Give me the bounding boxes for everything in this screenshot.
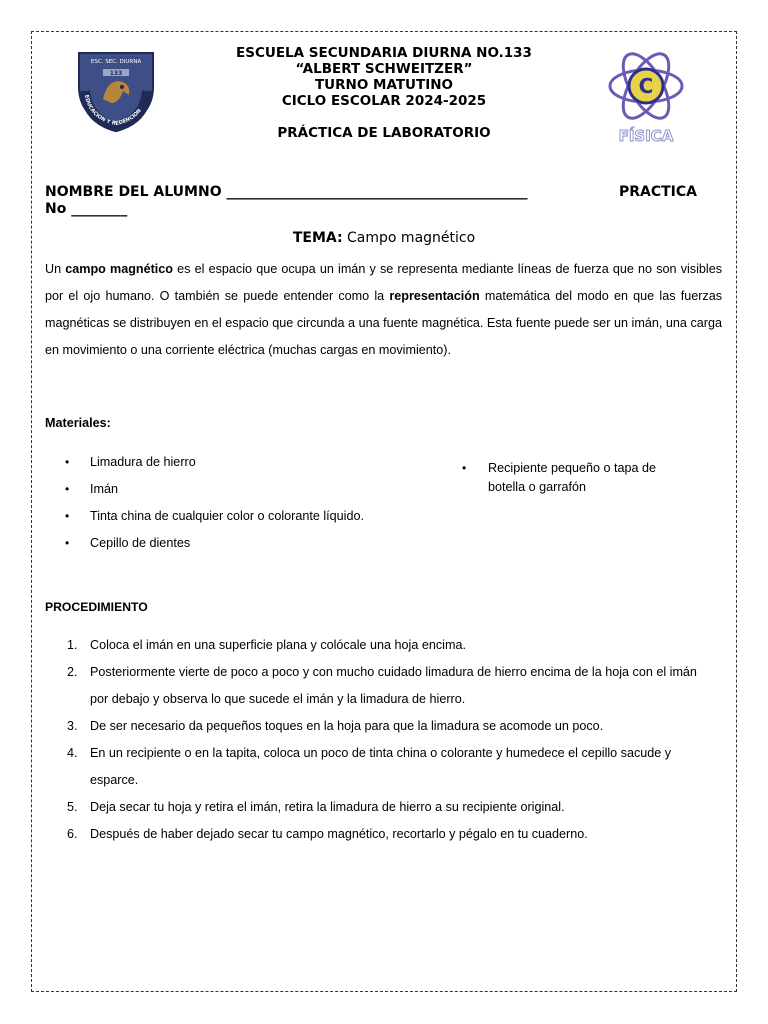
name-blank: ___________________________________________ [226, 184, 528, 200]
step-number: 5. [67, 800, 78, 814]
list-item [45, 740, 715, 794]
list-item [45, 659, 715, 713]
name-label: NOMBRE DEL ALUMNO [45, 184, 222, 200]
procedure-list [45, 632, 715, 848]
physics-logo-letter: C [638, 74, 654, 98]
material-label: Imán [90, 482, 118, 496]
crest-number: 133 [109, 70, 123, 77]
school-name: “ALBERT SCHWEITZER” [295, 61, 473, 77]
number-blank: ________ [71, 201, 128, 217]
list-item [45, 449, 364, 476]
bullet: • [65, 509, 70, 523]
shift: TURNO MATUTINO [314, 77, 454, 93]
step-number: 4. [67, 746, 78, 760]
physics-logo-word: FÍSICA [618, 127, 674, 145]
step-number: 1. [67, 638, 78, 652]
list-item [45, 530, 364, 557]
bullet: • [65, 536, 70, 550]
step-text: Después de haber dejado secar tu campo magnético, recortarlo y pégalo en tu cuaderno. [90, 827, 588, 841]
intro-text: Un [45, 262, 66, 276]
practice-label: PRACTICA [618, 184, 697, 200]
school-line: ESCUELA SECUNDARIA DIURNA NO.133 [236, 45, 532, 61]
school-crest-logo [73, 47, 159, 133]
student-name-line [45, 184, 705, 218]
bullet: • [65, 455, 70, 469]
physics-logo [603, 44, 689, 146]
school-cycle: CICLO ESCOLAR 2024-2025 [281, 93, 487, 109]
materials-list [45, 449, 364, 557]
material-label: Tinta china de cualquier color o colorante líquido. [90, 509, 364, 523]
document-header [200, 45, 568, 141]
list-item [45, 503, 364, 530]
number-label: No [45, 201, 67, 217]
list-item [45, 632, 715, 659]
step-number: 2. [67, 665, 78, 679]
procedure-heading: PROCEDIMIENTO [45, 600, 148, 614]
intro-bold-term: campo magnético [65, 262, 174, 276]
step-number: 6. [67, 827, 78, 841]
list-item [45, 713, 715, 740]
list-item [45, 821, 715, 848]
intro-text: matemática del modo en que las fuerzas magnéticas se distribuyen en el espacio que circunda a una fuente magnética. Esta fuente puede ser un imán, una carga en movimiento o una corriente eléctrica (muchas cargas en movimiento). [45, 289, 723, 357]
crest-top-text: ESC. SEC. DIURNA [90, 59, 142, 65]
bullet: • [462, 461, 467, 475]
intro-paragraph [45, 256, 722, 364]
topic-value: Campo magnético [347, 230, 476, 246]
crest-band-text: EDUCACION Y REDENCION [83, 94, 143, 128]
material-label: Cepillo de dientes [90, 536, 191, 550]
materials-heading: Materiales: [45, 416, 111, 430]
step-text: Posteriormente vierte de poco a poco y con mucho cuidado limadura de hierro encima de la hoja con el imán por debajo y observa lo que sucede el imán y la limadura de hierro. [90, 665, 697, 706]
list-item [45, 794, 715, 821]
topic-line [0, 230, 768, 246]
step-text: De ser necesario da pequeños toques en la hoja para que la limadura se acomode un poco. [90, 719, 604, 733]
step-text: Deja secar tu hoja y retira el imán, retira la limadura de hierro a su recipiente original. [90, 800, 565, 814]
step-text: En un recipiente o en la tapita, coloca un poco de tinta china o colorante y humedece el cepillo sacude y esparce. [90, 746, 672, 787]
step-text: Coloca el imán en una superficie plana y colócale una hoja encima. [90, 638, 466, 652]
list-item [45, 476, 364, 503]
materials-right-item [462, 459, 672, 497]
material-label: Recipiente pequeño o tapa de botella o garrafón [488, 461, 657, 494]
step-number: 3. [67, 719, 78, 733]
practice-title: PRÁCTICA DE LABORATORIO [277, 125, 491, 141]
bullet: • [65, 482, 70, 496]
topic-label: TEMA: [292, 230, 343, 246]
material-label: Limadura de hierro [90, 455, 196, 469]
intro-bold-term: representación [389, 289, 480, 303]
intro-text: es el espacio que ocupa un imán y se representa mediante líneas de fuerza que no son visibles por el ojo humano. O también se puede entender como la [45, 262, 722, 303]
